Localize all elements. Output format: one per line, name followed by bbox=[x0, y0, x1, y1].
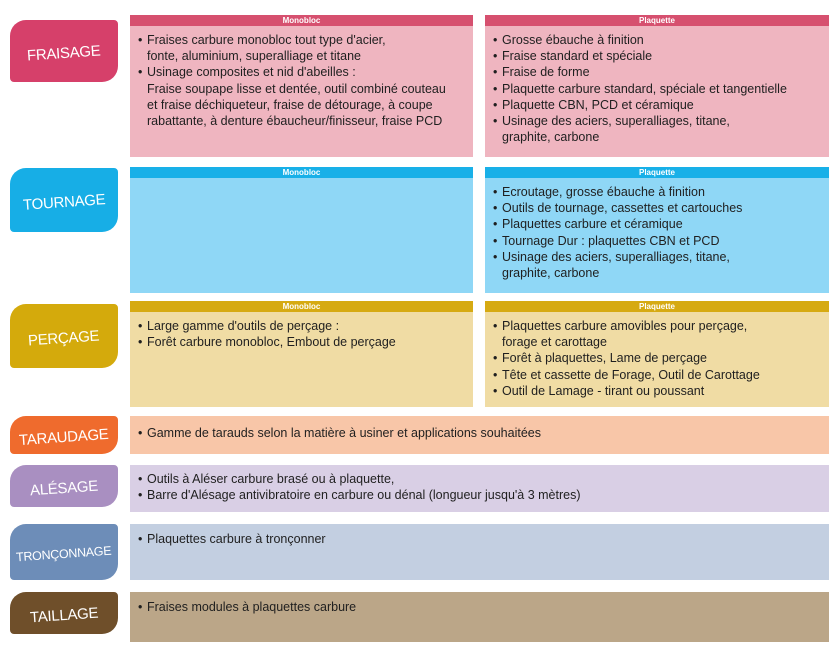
list-item-line: • Ecroutage, grosse ébauche à finition bbox=[502, 185, 705, 199]
panel-header: Monobloc bbox=[130, 167, 473, 178]
list-item bbox=[493, 184, 823, 200]
list-item bbox=[138, 531, 823, 547]
panel-header: Plaquette bbox=[485, 15, 829, 26]
list-item bbox=[138, 318, 467, 334]
category-label-text: FRAISAGE bbox=[26, 41, 102, 65]
list-item-line: • Usinage des aciers, superalliages, titane, bbox=[502, 114, 730, 129]
panel-fraisage-plaquette bbox=[485, 15, 829, 157]
list-item bbox=[138, 487, 823, 503]
item-list bbox=[485, 26, 829, 145]
list-item-line: • Fraises carbure monobloc tout type d'acier, bbox=[147, 33, 386, 47]
list-item bbox=[138, 64, 467, 129]
list-item bbox=[138, 425, 823, 441]
list-item-line: graphite, carbone bbox=[502, 130, 600, 145]
list-item bbox=[493, 113, 823, 145]
list-item-line: • Plaquette carbure standard, spéciale et tangentielle bbox=[502, 81, 787, 96]
panel-header: Plaquette bbox=[485, 167, 829, 178]
list-item bbox=[138, 599, 823, 615]
list-item bbox=[493, 64, 823, 80]
panel-taraudage bbox=[130, 416, 829, 454]
list-item bbox=[138, 471, 823, 487]
panel-fraisage-monobloc bbox=[130, 15, 473, 157]
list-item bbox=[138, 334, 467, 350]
list-item bbox=[493, 32, 823, 48]
list-item-line: • Plaquette CBN, PCD et céramique bbox=[502, 97, 694, 112]
list-item-line: • Tête et cassette de Forage, Outil de Carottage bbox=[502, 367, 760, 382]
category-label-text: ALÉSAGE bbox=[29, 477, 99, 499]
list-item bbox=[493, 81, 823, 97]
list-item-line: forage et carottage bbox=[502, 335, 607, 350]
panel-header: Monobloc bbox=[130, 301, 473, 312]
list-item-line: • Large gamme d'outils de perçage : bbox=[147, 319, 340, 333]
list-item-line: • Barre d'Alésage antivibratoire en carbure ou dénal (longueur jusqu'à 3 mètres) bbox=[147, 488, 581, 503]
category-label-tronconnage bbox=[10, 524, 118, 580]
item-list bbox=[485, 178, 829, 281]
list-item-line: • Fraise standard et spéciale bbox=[502, 49, 653, 64]
category-label-text: TAILLAGE bbox=[29, 604, 99, 626]
category-label-alesage bbox=[10, 465, 118, 507]
category-label-tournage bbox=[10, 168, 118, 232]
category-label-text: TRONÇONNAGE bbox=[15, 543, 113, 565]
list-item bbox=[493, 318, 823, 350]
list-item-line: fonte, aluminium, superalliage et titane bbox=[147, 49, 362, 64]
item-list bbox=[130, 178, 473, 184]
item-list bbox=[130, 592, 829, 615]
list-item-line: • Plaquettes carbure à tronçonner bbox=[147, 532, 326, 546]
list-item-line: graphite, carbone bbox=[502, 266, 600, 281]
list-item-line: • Gamme de tarauds selon la matière à usiner et applications souhaitées bbox=[147, 426, 541, 440]
item-list bbox=[130, 26, 473, 129]
panel-tronconnage bbox=[130, 524, 829, 580]
list-item bbox=[493, 249, 823, 281]
list-item-line: • Grosse ébauche à finition bbox=[502, 33, 644, 47]
panel-tournage-monobloc bbox=[130, 167, 473, 293]
category-label-fraisage bbox=[10, 20, 118, 82]
panel-alesage bbox=[130, 465, 829, 512]
category-label-percage bbox=[10, 304, 118, 368]
list-item-line: • Outils à Aléser carbure brasé ou à plaquette, bbox=[147, 472, 395, 486]
list-item bbox=[493, 200, 823, 216]
list-item-line: • Outils de tournage, cassettes et cartouches bbox=[502, 201, 743, 216]
list-item bbox=[493, 48, 823, 64]
list-item bbox=[493, 97, 823, 113]
category-label-text: PERÇAGE bbox=[27, 327, 101, 349]
list-item-line: • Outil de Lamage - tirant ou poussant bbox=[502, 383, 705, 398]
list-item-line: • Usinage des aciers, superalliages, titane, bbox=[502, 249, 730, 264]
panel-percage-plaquette bbox=[485, 301, 829, 407]
panel-header: Monobloc bbox=[130, 15, 473, 26]
item-list bbox=[130, 312, 473, 350]
panel-tournage-plaquette bbox=[485, 167, 829, 293]
category-label-taillage bbox=[10, 592, 118, 634]
panel-percage-monobloc bbox=[130, 301, 473, 407]
list-item bbox=[138, 32, 467, 64]
list-item-line: • Tournage Dur : plaquettes CBN et PCD bbox=[502, 233, 720, 248]
list-item bbox=[493, 216, 823, 232]
list-item-line: • Plaquettes carbure amovibles pour perçage, bbox=[502, 319, 748, 333]
list-item-line: • Fraise de forme bbox=[502, 65, 590, 80]
list-item-line: • Forêt carbure monobloc, Embout de perçage bbox=[147, 335, 396, 350]
list-item-line: et fraise déchiqueteur, fraise de détourage, à coupe bbox=[147, 97, 433, 112]
item-list bbox=[130, 524, 829, 547]
list-item bbox=[493, 350, 823, 366]
list-item-line: • Plaquettes carbure et céramique bbox=[502, 217, 683, 232]
panel-taillage bbox=[130, 592, 829, 642]
category-label-taraudage bbox=[10, 416, 118, 454]
list-item bbox=[493, 233, 823, 249]
item-list bbox=[130, 465, 829, 503]
category-label-text: TOURNAGE bbox=[22, 190, 106, 214]
list-item-line: • Fraises modules à plaquettes carbure bbox=[147, 600, 357, 614]
panel-header: Plaquette bbox=[485, 301, 829, 312]
list-item bbox=[493, 383, 823, 399]
list-item-line: • Forêt à plaquettes, Lame de perçage bbox=[502, 351, 707, 366]
list-item-line: rabattante, à denture ébaucheur/finisseur, fraise PCD bbox=[147, 114, 443, 129]
category-label-text: TARAUDAGE bbox=[18, 425, 110, 449]
list-item bbox=[493, 367, 823, 383]
list-item-line: Fraise soupape lisse et dentée, outil combiné couteau bbox=[147, 81, 446, 96]
list-item-line: • Usinage composites et nid d'abeilles : bbox=[147, 65, 356, 80]
item-list bbox=[485, 312, 829, 399]
item-list bbox=[130, 416, 829, 441]
